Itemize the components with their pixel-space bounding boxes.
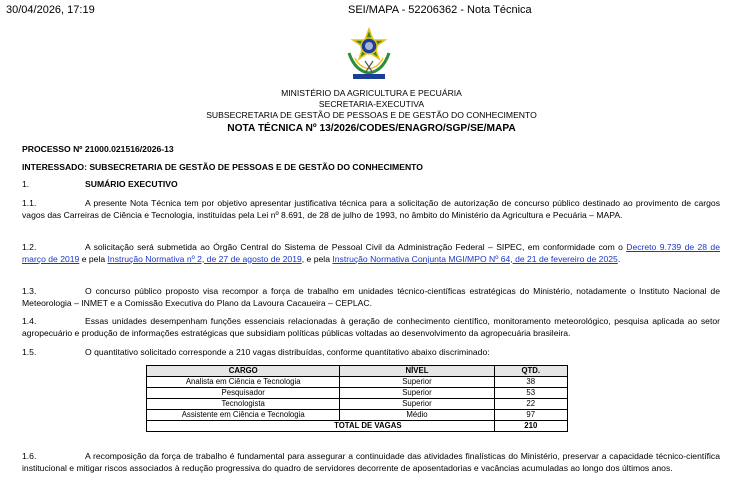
table-row — [147, 399, 568, 410]
paragraph-text: , e pela — [301, 253, 333, 264]
qtd-cell: 22 — [494, 399, 567, 410]
table-total-row — [147, 421, 568, 432]
table-row — [147, 410, 568, 421]
table-header-row — [147, 366, 568, 377]
nivel-cell: Médio — [340, 410, 494, 421]
section-number: 1. — [22, 179, 30, 189]
paragraph-text: O quantitativo solicitado corresponde a 210 vagas distribuídas, conforme quantitativo abaixo discriminado: — [85, 347, 490, 357]
note-title: NOTA TÉCNICA Nº 13/2026/CODES/ENAGRO/SGP/SE/MAPA — [227, 123, 516, 134]
cargo-cell: Assistente em Ciência e Tecnologia — [147, 410, 340, 421]
process-number: PROCESSO Nº 21000.021516/2026-13 — [22, 144, 174, 154]
nivel-cell: Superior — [340, 399, 494, 410]
nivel-cell: Superior — [340, 377, 494, 388]
paragraph-number: 1.3. — [22, 286, 37, 296]
paragraph-1-6 — [22, 451, 720, 474]
national-coat-of-arms-icon — [345, 27, 393, 81]
cargo-cell: Tecnologista — [147, 399, 340, 410]
paragraph-1-5 — [22, 347, 720, 359]
subsecretariat-name: SUBSECRETARIA DE GESTÃO DE PESSOAS E DE GESTÃO DO CONHECIMENTO — [206, 110, 537, 120]
paragraph-number: 1.2. — [22, 242, 37, 252]
paragraph-1-2 — [22, 242, 720, 265]
vacancies-table — [146, 365, 568, 432]
paragraph-1-4 — [22, 316, 720, 339]
normative-instruction-link[interactable]: Instrução Normativa nº 2, de 27 de agosto de 2019 — [107, 253, 302, 264]
paragraph-number: 1.1. — [22, 198, 37, 208]
table-row — [147, 377, 568, 388]
paragraph-number: 1.4. — [22, 316, 37, 326]
decree-link[interactable]: Decreto 9.739 de 28 de março de 2019 — [22, 242, 720, 264]
ministry-name: MINISTÉRIO DA AGRICULTURA E PECUÁRIA — [281, 88, 462, 98]
qtd-cell: 53 — [494, 388, 567, 399]
paragraph-text: Essas unidades desempenham funções essenciais relacionadas à geração de conhecimento científico, monitoramento meteorológico, pesquisa aplicada ao setor agropecuário e produção de informações estratégicas que subsidiam políticas públicas voltadas ao desenvolvimento da agropecuária brasileira. — [22, 316, 720, 338]
print-date: 30/04/2026, 17:19 — [6, 4, 95, 16]
paragraph-text: O concurso público proposto visa recompor a força de trabalho em unidades técnico-científicas estratégicas do Ministério, notadamente o Instituto Nacional de Meteorologia – INMET e a Comissão Executiva do Plano da Lavoura Cacaueira – CEPLAC. — [22, 286, 720, 308]
column-header-nivel: NÍVEL — [340, 366, 494, 377]
table-row — [147, 388, 568, 399]
paragraph-number: 1.5. — [22, 347, 37, 357]
column-header-qtd: QTD. — [494, 366, 567, 377]
cargo-cell: Analista em Ciência e Tecnologia — [147, 377, 340, 388]
section-heading — [22, 179, 178, 189]
paragraph-number: 1.6. — [22, 451, 37, 461]
paragraph-text: A solicitação será submetida ao Órgão Central do Sistema de Pessoal Civil da Administração Federal – SIPEC, em conformidade com o — [85, 242, 627, 252]
paragraph-1-3 — [22, 286, 720, 309]
nivel-cell: Superior — [340, 388, 494, 399]
paragraph-text: . — [617, 253, 621, 264]
paragraph-1-1 — [22, 198, 720, 221]
print-header — [6, 4, 737, 18]
qtd-cell: 38 — [494, 377, 567, 388]
print-document-title: SEI/MAPA - 52206362 - Nota Técnica — [348, 4, 532, 16]
interested-party: INTERESSADO: SUBSECRETARIA DE GESTÃO DE PESSOAS E DE GESTÃO DO CONHECIMENTO — [22, 162, 423, 172]
qtd-cell: 97 — [494, 410, 567, 421]
joint-normative-instruction-link[interactable]: Instrução Normativa Conjunta MGI/MPO Nº 64, de 21 de fevereiro de 2025 — [332, 253, 618, 264]
total-label: TOTAL DE VAGAS — [147, 421, 495, 432]
paragraph-text: e pela — [79, 253, 108, 264]
paragraph-text: A presente Nota Técnica tem por objetivo apresentar justificativa técnica para a solicitação de autorização de concurso público destinado ao provimento de cargos vagos das Carreiras de Ciência e Tecnologia, instituídas pela Lei nº 8.691, de 28 de julho de 1993, no âmbito do Ministério da Agricultura e Pecuária – MAPA. — [22, 198, 720, 220]
secretariat-name: SECRETARIA-EXECUTIVA — [318, 99, 425, 109]
total-value: 210 — [494, 421, 567, 432]
section-title: SUMÁRIO EXECUTIVO — [85, 179, 178, 189]
paragraph-text: A recomposição da força de trabalho é fundamental para assegurar a continuidade das atividades finalísticas do Ministério, preservar a capacidade técnico-científica institucional e mitigar riscos associados à redução progressiva do quadro de servidores decorrente de aposentadorias e vacâncias acumuladas ao longo dos últimos anos. — [22, 451, 720, 473]
column-header-cargo: CARGO — [147, 366, 340, 377]
cargo-cell: Pesquisador — [147, 388, 340, 399]
